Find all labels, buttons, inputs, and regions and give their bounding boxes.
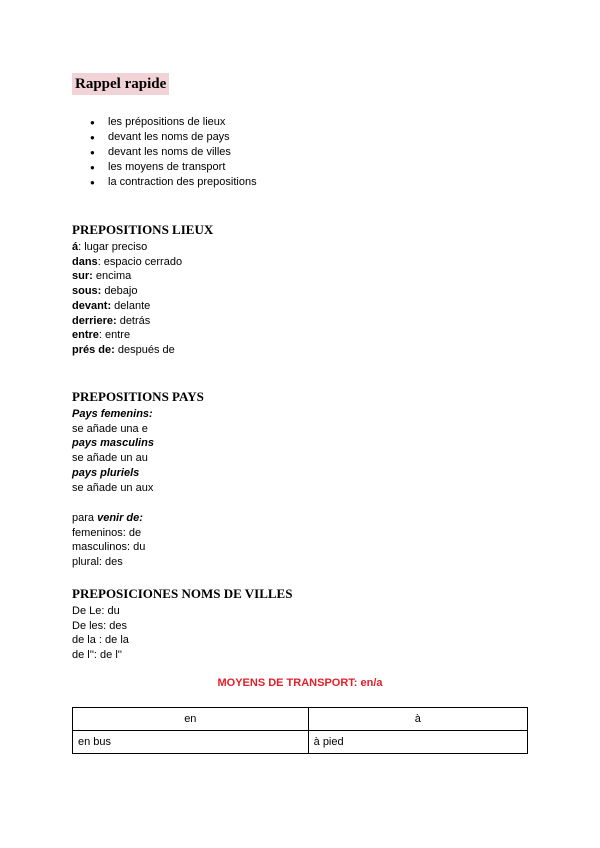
lieux-item: devant: delante [72, 299, 151, 312]
list-item: ● les moyens de transport [90, 160, 257, 175]
list-item: ● les prépositions de lieux [90, 115, 257, 130]
villes-line: de la : de la [72, 634, 129, 647]
venir-line: plural: des [72, 556, 123, 569]
venir-line: femeninos: de [72, 526, 142, 539]
pays-masc-label: pays masculins [72, 437, 154, 450]
pays-plur-label: pays pluriels [72, 466, 140, 479]
table-header-row [73, 708, 528, 731]
villes-list [72, 604, 129, 663]
lieux-item: á: lugar preciso [72, 241, 148, 253]
pays-plur-text: se añade un aux [72, 481, 154, 494]
lieux-item: dans: espacio cerrado [72, 255, 183, 268]
section-heading-villes: PREPOSICIONES NOMS DE VILLES [72, 586, 293, 601]
table-cell: à pied [308, 731, 527, 754]
transport-heading: MOYENS DE TRANSPORT: en/a [217, 677, 383, 689]
summary-list [90, 115, 257, 190]
lieux-item: sous: debajo [72, 285, 138, 298]
lieux-list [72, 240, 182, 358]
venir-line: masculinos: du [72, 541, 146, 554]
lieux-item: prés de: después de [72, 343, 175, 356]
transport-table [72, 707, 528, 754]
page-title: Rappel rapide [72, 73, 169, 95]
table-header-cell: à [308, 708, 527, 731]
table-cell: en bus [73, 731, 309, 754]
venir-label: venir de: [97, 512, 143, 524]
villes-line: de l'': de l'' [72, 649, 122, 662]
venir-block: para venir de: femeninos: de masculinos: du plural: des [72, 512, 146, 569]
pays-masc-text: se añade un au [72, 452, 148, 465]
villes-line: De les: des [72, 619, 128, 632]
lieux-item: entre: entre [72, 329, 131, 342]
lieux-item: sur: encima [72, 270, 132, 283]
section-heading-pays: PREPOSITIONS PAYS [72, 389, 204, 404]
table-row [73, 731, 528, 754]
villes-line: De Le: du [72, 605, 120, 617]
list-item: ● devant les noms de pays [90, 130, 257, 145]
pays-fem-label: Pays femenins: [72, 408, 153, 420]
section-heading-lieux: PREPOSITIONS LIEUX [72, 222, 214, 237]
list-item: ● devant les noms de villes [90, 145, 257, 160]
lieux-item: derriere: detrás [72, 314, 151, 327]
list-item: ● la contraction des prepositions [90, 175, 257, 190]
pays-block [72, 407, 154, 495]
table-header-cell: en [73, 708, 309, 731]
pays-fem-text: se añade una e [72, 422, 148, 435]
